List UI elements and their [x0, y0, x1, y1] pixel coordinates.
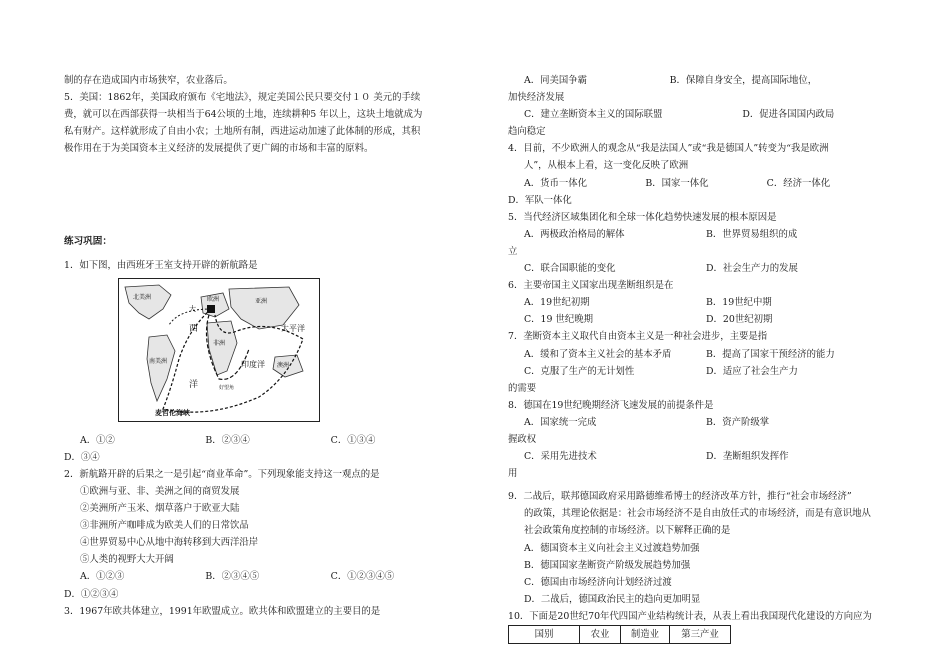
q6-option-a[interactable]: A．19世纪初期	[524, 297, 590, 309]
svg-text:非洲: 非洲	[213, 339, 226, 347]
q5-option-a[interactable]: A．两极政治格局的解体	[524, 228, 625, 240]
q6-options-row-2	[508, 311, 888, 328]
svg-text:澳洲: 澳洲	[277, 361, 290, 369]
q7-option-d-cont: 的需要	[508, 382, 537, 394]
q3-options-row-1	[508, 72, 888, 89]
q3-option-a[interactable]: A．同美国争霸	[524, 75, 588, 86]
q8-option-a[interactable]: A．国家统一完成	[524, 416, 597, 428]
q8-option-d-cont: 用	[508, 468, 518, 480]
q3-options-row-2	[508, 106, 888, 123]
section-title: 练习巩固：	[64, 236, 112, 248]
q7-stem: 7．垄断资本主义取代自由资本主义是一种社会进步，主要是指	[508, 331, 768, 343]
q2-item-2: ②美洲所产玉米、烟草落户于欧亚大陆	[80, 503, 240, 515]
q5-options-row-1	[508, 226, 888, 243]
q2-item-3: ③非洲所产咖啡成为欧美人们的日常饮品	[80, 520, 249, 532]
q4-option-a[interactable]: A．货币一体化	[524, 177, 588, 189]
q2-stem: 2．新航路开辟的后果之一是引起“商业革命”。下列现象能支持这一观点的是	[64, 468, 380, 480]
q1-option-d[interactable]: D．③④	[64, 451, 100, 463]
q4-option-d[interactable]: D．军队一体化	[508, 194, 572, 206]
q8-options-row-2	[508, 448, 888, 465]
q1-stem: 1．如下图，由西班牙王室支持开辟的新航路是	[64, 259, 258, 271]
q6-option-c[interactable]: C．19 世纪晚期	[524, 314, 593, 326]
intro-line-4: 私有财产。这样就形成了自由小农；土地所有制，西进运动加速了此体制的形成，其积	[64, 126, 421, 138]
intro-line-5: 极作用在于为美国资本主义经济的发展提供了更广阔的市场和丰富的原料。	[64, 143, 374, 155]
svg-text:太平洋: 太平洋	[281, 323, 305, 333]
q9-stem-2: 的政策，其理论依据是：社会市场经济不是自由放任式的市场经济，而是有意识地从	[524, 508, 871, 520]
q2-option-d[interactable]: D．①②③④	[64, 588, 119, 600]
svg-text:欧洲: 欧洲	[207, 295, 220, 303]
svg-text:亚洲: 亚洲	[255, 297, 268, 305]
q3-option-d-cont: 趋向稳定	[508, 126, 546, 138]
map-svg	[119, 279, 319, 421]
q8-option-c[interactable]: C．采用先进技术	[524, 451, 597, 463]
q7-options-row-1	[508, 346, 888, 363]
q1-options	[64, 432, 456, 449]
q2-item-5: ⑤人类的视野大大开阔	[80, 554, 174, 566]
q5-option-b[interactable]: B．世界贸易组织的成	[706, 228, 798, 240]
q8-option-b[interactable]: B．资产阶级掌	[706, 416, 770, 428]
table-header-agriculture: 农业	[580, 626, 621, 644]
svg-text:麦哲伦海峡: 麦哲伦海峡	[155, 407, 190, 417]
q10-stem: 10．下面是20世纪70年代四国产业结构统计表，从表上看出我国现代化建设的方向应为	[508, 610, 872, 622]
q3-option-c[interactable]: C．建立垄断资本主义的国际联盟	[524, 109, 663, 121]
table-header-row	[509, 626, 731, 644]
q2-option-a[interactable]: A．①②③	[80, 571, 125, 583]
q8-option-b-cont: 握政权	[508, 433, 537, 445]
q4-stem-2: 人”，从根本上看，这一变化反映了欧洲	[524, 160, 689, 172]
q3-option-b[interactable]: B．保障自身安全，提高国际地位，	[669, 75, 818, 86]
intro-line-3: 费，就可以在西部获得一块相当于64公顷的土地，连续耕种5 年以上，这块土地就成为	[64, 109, 423, 121]
q8-option-d[interactable]: D．垄断组织发挥作	[706, 451, 789, 463]
q6-stem: 6．主要帝国主义国家出现垄断组织是在	[508, 280, 674, 292]
svg-text:大: 大	[189, 304, 196, 313]
svg-text:南美洲: 南美洲	[149, 357, 168, 365]
q1-option-b[interactable]: B．②③④	[205, 434, 250, 446]
q9-stem-1: 9．二战后，联邦德国政府采用路德维希博士的经济改革方针，推行“社会市场经济”	[508, 491, 852, 503]
q8-stem: 8．德国在19世纪晚期经济飞速发展的前提条件是	[508, 399, 714, 411]
left-column	[64, 72, 456, 620]
svg-text:西: 西	[189, 323, 199, 334]
q1-option-a[interactable]: A．①②	[80, 434, 115, 446]
q5-option-c[interactable]: C．联合国职能的变化	[524, 263, 616, 275]
right-column	[508, 72, 888, 644]
q9-stem-3: 社会政策角度控制的市场经济。以下解释正确的是	[524, 525, 731, 537]
q5-stem: 5．当代经济区域集团化和全球一体化趋势快速发展的根本原因是	[508, 211, 777, 223]
q5-option-b-cont: 立	[508, 245, 518, 257]
q2-option-c[interactable]: C．①②③④⑤	[330, 571, 395, 583]
q9-option-a[interactable]: A．德国资本主义向社会主义过渡趋势加强	[524, 542, 700, 554]
svg-text:洋: 洋	[189, 379, 199, 390]
q2-item-1: ①欧洲与亚、非、美洲之间的商贸发展	[80, 485, 240, 497]
q7-option-c[interactable]: C．克服了生产的无计划性	[524, 365, 635, 377]
svg-text:北美洲: 北美洲	[133, 293, 152, 301]
q6-options-row-1	[508, 294, 888, 311]
q2-item-4: ④世界贸易中心从地中海转移到大西洋沿岸	[80, 537, 259, 549]
q3-option-b-cont: 加快经济发展	[508, 92, 565, 104]
intro-line-1: 制的存在造成国内市场狭窄，农业落后。	[64, 75, 233, 86]
q7-option-d[interactable]: D．适应了社会生产力	[706, 365, 798, 377]
q2-option-b[interactable]: B．②③④⑤	[205, 571, 260, 583]
q7-option-a[interactable]: A．缓和了资本主义社会的基本矛盾	[524, 348, 672, 360]
q4-option-b[interactable]: B．国家一体化	[645, 177, 709, 189]
q9-option-c[interactable]: C．德国由市场经济向计划经济过渡	[524, 576, 672, 588]
q4-stem-1: 4．目前，不少欧洲人的观念从“我是法国人”或“我是德国人”转变为“我是欧洲	[508, 143, 829, 155]
table-header-manufacturing: 制造业	[621, 626, 670, 644]
svg-text:印度洋: 印度洋	[241, 359, 265, 369]
industry-structure-table	[508, 625, 731, 644]
q6-option-d[interactable]: D．20世纪初期	[706, 314, 773, 326]
q9-option-d[interactable]: D．二战后，德国政治民主的趋向更加明显	[524, 593, 701, 605]
q9-option-b[interactable]: B．德国国家垄断资产阶级发展趋势加强	[524, 559, 691, 571]
q3-option-d[interactable]: D．促进各国国内政局	[742, 109, 835, 121]
q5-option-d[interactable]: D．社会生产力的发展	[706, 263, 798, 275]
q6-option-b[interactable]: B．19世纪中期	[706, 297, 772, 309]
table-header-country: 国别	[509, 626, 580, 644]
world-map-figure	[118, 278, 320, 422]
q5-options-row-2	[508, 260, 888, 277]
q1-option-c[interactable]: C．①③④	[330, 434, 376, 446]
q4-options	[508, 175, 888, 192]
svg-text:好望角: 好望角	[219, 384, 235, 391]
q2-options	[64, 568, 456, 585]
q7-option-b[interactable]: B．提高了国家干预经济的能力	[706, 348, 835, 360]
q3-stem: 3．1967年欧共体建立，1991年欧盟成立。欧共体和欧盟建立的主要目的是	[64, 605, 381, 617]
table-header-tertiary: 第三产业	[670, 626, 731, 644]
q8-options-row-1	[508, 414, 888, 431]
q7-options-row-2	[508, 363, 888, 380]
intro-line-2: 5．美国：1862年，美国政府颁布《宅地法》，规定美国公民只要交付１０ 美元的手续	[64, 92, 421, 104]
q4-option-c[interactable]: C．经济一体化	[766, 177, 831, 189]
